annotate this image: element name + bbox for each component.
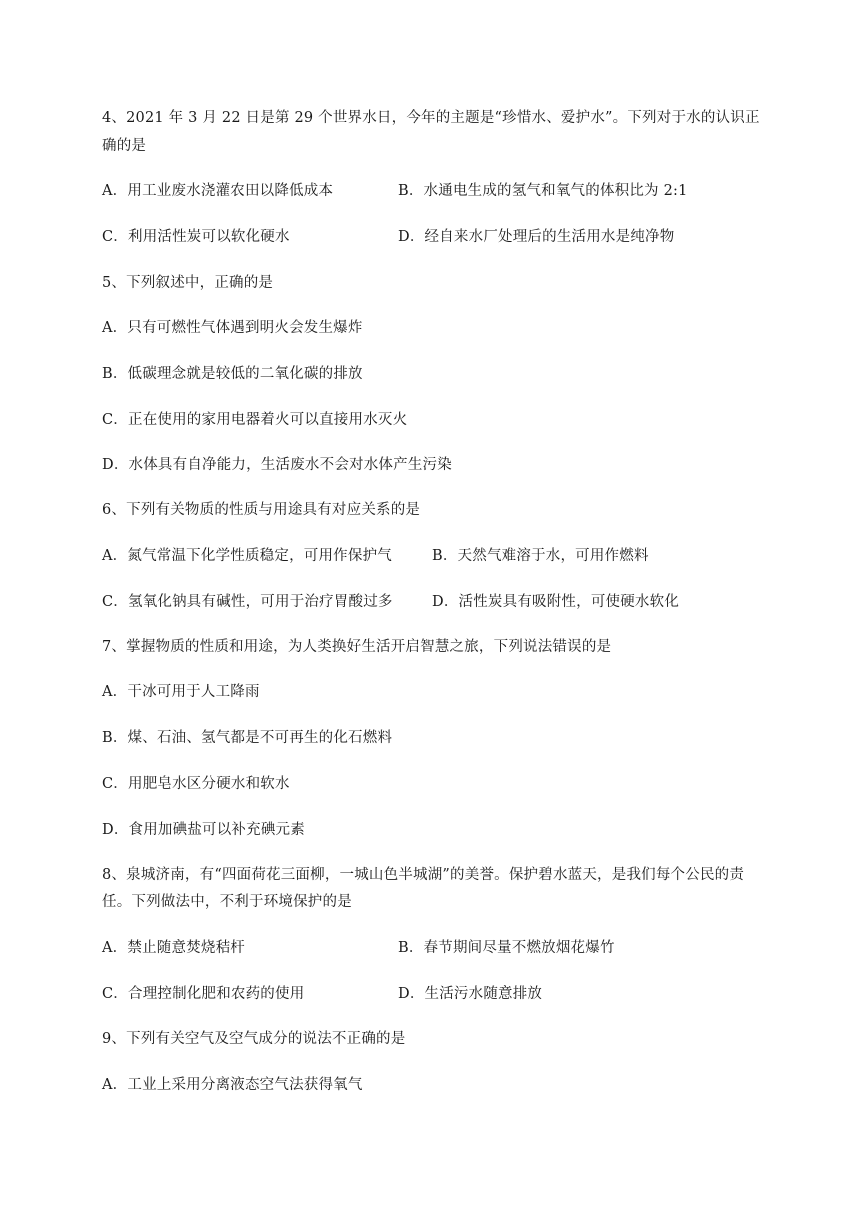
question-7-option-c: C．用肥皂水区分硬水和软水	[102, 776, 290, 792]
question-4-option-b: B．水通电生成的氢气和氧气的体积比为 2:1	[398, 183, 688, 199]
question-6-stem: 6、下列有关物质的性质与用途具有对应关系的是	[102, 502, 421, 518]
question-4-option-row-1	[102, 181, 688, 201]
question-6-option-row-1	[102, 546, 649, 566]
question-4-option-c: C．利用活性炭可以软化硬水	[102, 229, 290, 245]
question-5-option-d: D．水体具有自净能力，生活废水不会对水体产生污染	[102, 457, 452, 473]
question-9-option-a: A．工业上采用分离液态空气法获得氧气	[102, 1077, 363, 1093]
question-8-option-a: A．禁止随意焚烧秸杆	[102, 940, 245, 956]
question-8-option-c: C．合理控制化肥和农药的使用	[102, 986, 305, 1002]
question-4-stem-line-2: 确的是	[102, 138, 147, 154]
question-5-stem: 5、下列叙述中，正确的是	[102, 275, 274, 291]
question-5-option-c: C．正在使用的家用电器着火可以直接用水灭火	[102, 412, 408, 428]
question-4-option-d: D．经自来水厂处理后的生活用水是纯净物	[398, 229, 675, 245]
question-4-stem-line-1: 4、2021 年 3 月 22 日是第 29 个世界水日，今年的主题是“珍惜水、爱护水”。下列对于水的认识正	[102, 110, 760, 126]
question-6-option-a: A．氮气常温下化学性质稳定，可用作保护气	[102, 548, 392, 564]
question-6-option-row-2	[102, 592, 680, 612]
question-6-option-c: C．氢氧化钠具有碱性，可用于治疗胃酸过多	[102, 594, 393, 610]
question-4-option-a: A．用工业废水浇灌农田以降低成本	[102, 183, 334, 199]
question-6-option-b: B．天然气难溶于水，可用作燃料	[432, 548, 649, 564]
question-4-option-row-2	[102, 227, 675, 247]
question-8-option-row-1	[102, 938, 615, 958]
question-7-option-b: B．煤、石油、氢气都是不可再生的化石燃料	[102, 730, 393, 746]
question-6-option-d: D．活性炭具有吸附性，可使硬水软化	[432, 594, 680, 610]
question-5-option-a: A．只有可燃性气体遇到明火会发生爆炸	[102, 320, 363, 336]
question-8-stem-line-2: 任。下列做法中，不利于环境保护的是	[102, 894, 352, 910]
question-9-stem: 9、下列有关空气及空气成分的说法不正确的是	[102, 1031, 406, 1047]
question-8-option-b: B．春节期间尽量不燃放烟花爆竹	[398, 940, 615, 956]
question-8-stem-line-1: 8、泉城济南，有“四面荷花三面柳，一城山色半城湖”的美誉。保护碧水蓝天，是我们每个公民的责	[102, 867, 745, 883]
question-7-stem: 7、掌握物质的性质和用途，为人类换好生活开启智慧之旅，下列说法错误的是	[102, 639, 612, 655]
question-8-option-d: D．生活污水随意排放	[398, 986, 543, 1002]
question-8-option-row-2	[102, 984, 543, 1004]
question-7-option-a: A．干冰可用于人工降雨	[102, 684, 260, 700]
question-5-option-b: B．低碳理念就是较低的二氧化碳的排放	[102, 366, 363, 382]
question-7-option-d: D．食用加碘盐可以补充碘元素	[102, 822, 305, 838]
